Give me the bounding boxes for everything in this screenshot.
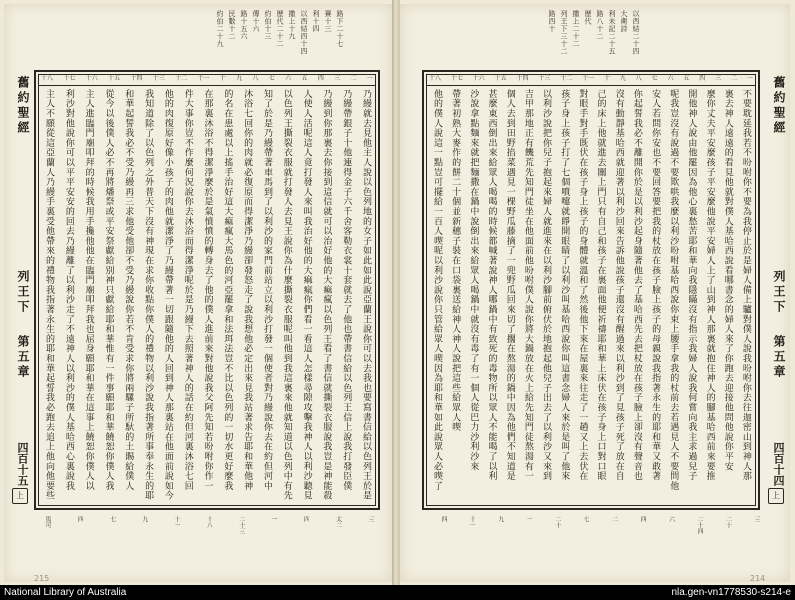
- cross-reference: 二十三: [237, 516, 245, 534]
- text-column: 吉甲那地正有饑荒先知門徒坐在他面前他吩咐僕人說你將大鍋放在火上給先知門徒熬湯有一: [522, 89, 533, 481]
- cross-reference: 二十: [553, 516, 561, 528]
- cross-reference: 九: [496, 516, 504, 522]
- text-column: 開他神人說由他罷因為他心裏愁苦耶和華向我隱瞞沒有指示我婦人說我何嘗向我主求過兒子: [686, 89, 697, 481]
- text-column: 個人去到田野掐菜遇見一棵野瓜藤摘了一兜野瓜回來切了擱在熬湯的鍋中因為他們不知道是: [504, 89, 515, 481]
- right-text-columns: [430, 89, 752, 504]
- margin-note: 撒上十九: [288, 10, 296, 40]
- right-top-notes: [460, 10, 640, 66]
- ruler-number: 十六: [85, 75, 98, 82]
- ruler-number: 十三: [538, 75, 551, 82]
- text-column: 在那裏沐浴不得潔淨麼於是氣憤憤的轉身去了他的僕人進前來對他說我父阿先知若吩咐你作一: [202, 89, 213, 491]
- text-column: 從今以後僕人必不再將燔祭或平安祭獻給別神只獻給耶和華惟有一件事願耶和華饒恕你僕人我: [103, 89, 114, 491]
- ruler-number: 十二: [560, 75, 573, 82]
- margin-note: 路八十二: [596, 10, 604, 40]
- margin-note: 大衛詩: [620, 10, 628, 33]
- right-book-name: 列王下: [772, 270, 786, 315]
- text-column: 安人若問你安也不要回答要把我的杖放在孩子臉上孩子的母親說我指著永生的耶和華又敢著: [650, 89, 661, 481]
- ruler-number: 十八: [429, 75, 442, 82]
- cross-reference: 四: [639, 516, 647, 522]
- right-page-number: 四百十四: [772, 442, 785, 486]
- margin-note: 約伯二十九: [216, 10, 224, 48]
- left-top-notes: [64, 10, 344, 66]
- left-page: [4, 4, 392, 582]
- margin-note: 以西結二十四: [632, 10, 640, 55]
- text-column: 呢我豈沒有說過不要欺哄我麼以利沙吩咐基哈西說你束上腰手拿我的杖前去若遇見人不要問他: [668, 89, 679, 491]
- margin-note: 利未記二十五: [608, 10, 616, 55]
- left-side-header: [6, 70, 32, 510]
- margin-note: 以西結四十四: [300, 10, 308, 55]
- left-text-columns: [42, 89, 372, 504]
- margin-note: 利十四: [312, 10, 320, 33]
- ruler-number: 十三: [152, 75, 165, 82]
- cross-reference: 七: [582, 516, 590, 522]
- ruler-number: 八: [252, 75, 259, 82]
- margin-note: 民數十二: [228, 10, 236, 40]
- cross-reference: 十八: [205, 516, 213, 528]
- right-side-header: [762, 70, 788, 510]
- ruler-number: 十八: [41, 75, 54, 82]
- book-gutter: [392, 0, 400, 585]
- ruler-number: 十: [219, 75, 226, 82]
- text-column: 我知道除了以色列之外普天下沒有神現在求你收點你僕人的禮物以利沙說我指著所事奉永生的耶: [143, 89, 154, 501]
- left-page-number: 四百十五: [16, 442, 29, 486]
- text-column: 主人進臨門廟叩拜的時候我用手攙他他在臨門廟叩拜我也屈身願耶和華在這事上饒恕你僕人以: [83, 89, 94, 491]
- text-column: 他的肉復原好像小孩子的肉他就潔淨了乃縵帶著一切跟隨他的人回到神人那裏站在他面前說如今: [162, 89, 173, 501]
- text-column: 帶著初熟大麥作的餅二十個並新穗子裝在口袋裏送給神人神人說把這些給眾人喫: [450, 89, 461, 432]
- ruler-number: 十五: [494, 75, 507, 82]
- right-chapter: 第五章: [772, 335, 786, 380]
- ruler-number: 九: [236, 75, 243, 82]
- text-column: 孩子身上孩子打了七個噴嚏就睜開眼睛了以利沙叫基哈西說你叫這書念婦人來於是叫了他來: [559, 89, 570, 481]
- margin-note: 列王下三十二: [560, 10, 568, 55]
- ruler-number: 十: [604, 75, 611, 82]
- text-column: 乃縵就去見他主人說以色列地的女子如此如此說亞蘭王說你可以去我也要寫書信給以色列王於是: [361, 89, 371, 501]
- text-column: 你起誓我必不離開你於是以利沙起身隨著他去了基哈西先去把杖放在孩子臉上卻沒有聲音也: [631, 89, 642, 481]
- left-volume-mark: 上: [12, 488, 28, 504]
- left-text-frame: [34, 70, 380, 510]
- cross-reference: 太二: [334, 516, 342, 528]
- right-page: [400, 4, 790, 582]
- text-column: 沙說拿點麵來就把麵撒在鍋中說倒出來給眾人喝鍋中就沒有毒了有一個人從巴力沙利沙來: [468, 89, 479, 472]
- ruler-number: 十一: [582, 75, 595, 82]
- cross-reference: 九: [140, 516, 148, 522]
- text-column: 沐浴七回你的肉就必復原而得潔淨乃縵卻發怒走了說我想他必定出來見我站著求告耶和華他神: [242, 89, 253, 491]
- text-column: 乃縵帶銀子十他連得金子六千舍客勒衣裳十套就去了他也帶書信給以色列王信上說我打發臣僕: [341, 89, 352, 491]
- ruler-number: 三: [334, 75, 341, 82]
- right-column-ruler: [427, 72, 755, 86]
- right-running-title: 舊約聖經: [772, 76, 786, 136]
- cross-reference: 四: [76, 516, 84, 522]
- margin-note: 歷代: [584, 10, 592, 25]
- footer-identifier: nla.gen-vn1778530-s214-e: [671, 587, 791, 598]
- margin-note: 路十五六: [240, 10, 248, 40]
- cross-reference: 十一: [173, 516, 181, 528]
- ruler-number: 七: [268, 75, 275, 82]
- text-column: 對眼手對手既伏在孩子身上孩子的身體就溫和了然後他下來在屋裏來往走了一趟又上去伏在: [577, 89, 588, 481]
- footer-credit: National Library of Australia: [4, 587, 127, 598]
- ruler-number: 十七: [450, 75, 463, 82]
- text-column: 甚麼東西倒出來給眾人喝喝的時候都喊著說神人哪鍋中有致死的毒物所以眾人不能喝了以利: [486, 89, 497, 481]
- ruler-number: 十七: [63, 75, 76, 82]
- ruler-number: 十六: [472, 75, 485, 82]
- ruler-number: 一: [746, 75, 753, 82]
- text-column: 不要耽延我若不吩咐你不要為我停止於是婦人備上驢對僕人說我吩咐你去往迦密山到神人那: [740, 89, 751, 481]
- footer-bar: [0, 585, 795, 600]
- left-book-name: 列王下: [16, 270, 30, 315]
- cross-reference: 馬可: [44, 516, 51, 528]
- cross-reference: 三: [752, 516, 760, 522]
- left-running-title: 舊約聖經: [16, 76, 30, 136]
- right-text-frame: [422, 70, 760, 510]
- cross-reference: 二十四: [696, 516, 704, 534]
- margin-note: 約伯十三: [264, 10, 272, 40]
- ruler-number: 八: [635, 75, 642, 82]
- margin-note: 撒上二十二: [572, 10, 580, 48]
- text-column: 己的床上他就進去關上門只有自己和孩子在裏面他便祈禱耶和華上床伏在孩子身上口對口眼: [595, 89, 606, 481]
- ruler-number: 二: [731, 75, 738, 82]
- text-column: 利沙對他說你可以平平安安的回去乃縵離了以利沙走了不遠神人以利沙的僕人基哈西心裏說我: [63, 89, 74, 491]
- ruler-number: 二: [350, 75, 357, 82]
- margin-note: 賽十三: [324, 10, 332, 33]
- text-column: 麼你丈夫平安麼孩子平安麼他說平安婦人上了山到神人那裏就抱住神人的腳基哈西前來要推: [704, 89, 715, 481]
- ruler-number: 十二: [175, 75, 188, 82]
- ruler-number: 五: [683, 75, 690, 82]
- text-column: 的名在患處以上搖手治好這大痲瘋大馬色的河亞罷拿和法珥法豈不比以色列的一切水更好麼我: [222, 89, 233, 491]
- cross-reference: 四: [440, 516, 447, 522]
- ruler-number: 七: [651, 75, 658, 82]
- text-column: 裏去神人遠遠的看見他就對僕人基哈西說看哪書念的婦人來了你跑去迎接他問他說你平安: [722, 89, 733, 472]
- margin-note: 路下二十七: [336, 10, 344, 48]
- ruler-number: 十一: [197, 75, 210, 82]
- text-column: 以色列王撕裂衣服就打發人去見王說你為什麼撕裂衣服呢叫他到我這裏來他就知道以色列中有先: [281, 89, 292, 501]
- cross-reference: 一: [525, 516, 533, 522]
- text-column: 人使人活呢這人竟打發人來叫我治好他的大痲瘋你們看一看這人怎樣尋隙攻擊我神人以利沙聽見: [301, 89, 312, 501]
- ruler-number: 六: [667, 75, 674, 82]
- ruler-number: 三: [715, 75, 722, 82]
- margin-note: 歷代二十二: [276, 10, 284, 48]
- ruler-number: 四: [317, 75, 324, 82]
- ruler-number: 十四: [130, 75, 143, 82]
- ruler-number: 十四: [516, 75, 529, 82]
- right-bottom-references: [440, 516, 760, 572]
- left-column-ruler: [39, 72, 375, 86]
- ruler-number: 九: [619, 75, 626, 82]
- ruler-number: 一: [366, 75, 373, 82]
- ruler-number: 五: [301, 75, 308, 82]
- cross-reference: 十一: [468, 516, 476, 528]
- text-column: 和華起誓我必不受乃縵再三求他受他卻不受乃縵說你若不肯受求你將兩騾子所馱的土賜給僕人: [123, 89, 134, 491]
- text-column: 他的僕人說這一點豈可擺給一百人喫呢以利沙說你只管給眾人喫因為耶和華如此說眾人必喫了: [432, 89, 442, 491]
- text-column: 乃縵到你那裏去你接到這信就可以治好他的大痲瘋以色列王看了書信就撕裂衣服說我豈是神能殺: [321, 89, 332, 501]
- ruler-number: 六: [285, 75, 292, 82]
- text-column: 沒有動靜基哈西就迎著以利沙回來告訴他說孩子還沒有醒過來以利沙到了見孩子死了放在自: [613, 89, 624, 481]
- ruler-number: 四: [699, 75, 706, 82]
- left-folio: 215: [34, 574, 50, 583]
- text-column: 知了於是乃縵帶著車馬到了以利沙的家門前站立以利沙打發一個使者對乃縵說你去在約但河中: [261, 89, 272, 491]
- cross-reference: 六: [667, 516, 675, 522]
- left-chapter: 第五章: [16, 335, 30, 380]
- left-bottom-references: [44, 516, 374, 572]
- right-volume-mark: 上: [768, 488, 784, 504]
- cross-reference: 四: [302, 516, 310, 522]
- cross-reference: 七: [108, 516, 116, 522]
- cross-reference: 一: [270, 516, 278, 522]
- text-column: 以利沙說把你兒子抱起來婦人就進來在以利沙腳前俯伏於地抱起他兒子出去了以利沙又來到: [541, 89, 552, 481]
- margin-note: 路四十: [548, 10, 556, 33]
- cross-reference: 二十: [724, 516, 732, 528]
- text-column: 件大事你豈不作麼何況說你去沐浴而得潔淨呢於是乃縵下去照著神人的話在約但河裏沐浴七回: [182, 89, 193, 491]
- cross-reference: 二: [610, 516, 618, 522]
- ruler-number: 十五: [108, 75, 121, 82]
- margin-note: 傳十六: [252, 10, 260, 33]
- cross-reference: 三: [366, 516, 374, 522]
- right-folio: 214: [750, 574, 766, 583]
- text-column: 主人不願從這亞蘭人乃縵手裏受他帶來的禮物我指著永生的耶和華起誓我必跑去追上他向他要些: [44, 89, 54, 501]
